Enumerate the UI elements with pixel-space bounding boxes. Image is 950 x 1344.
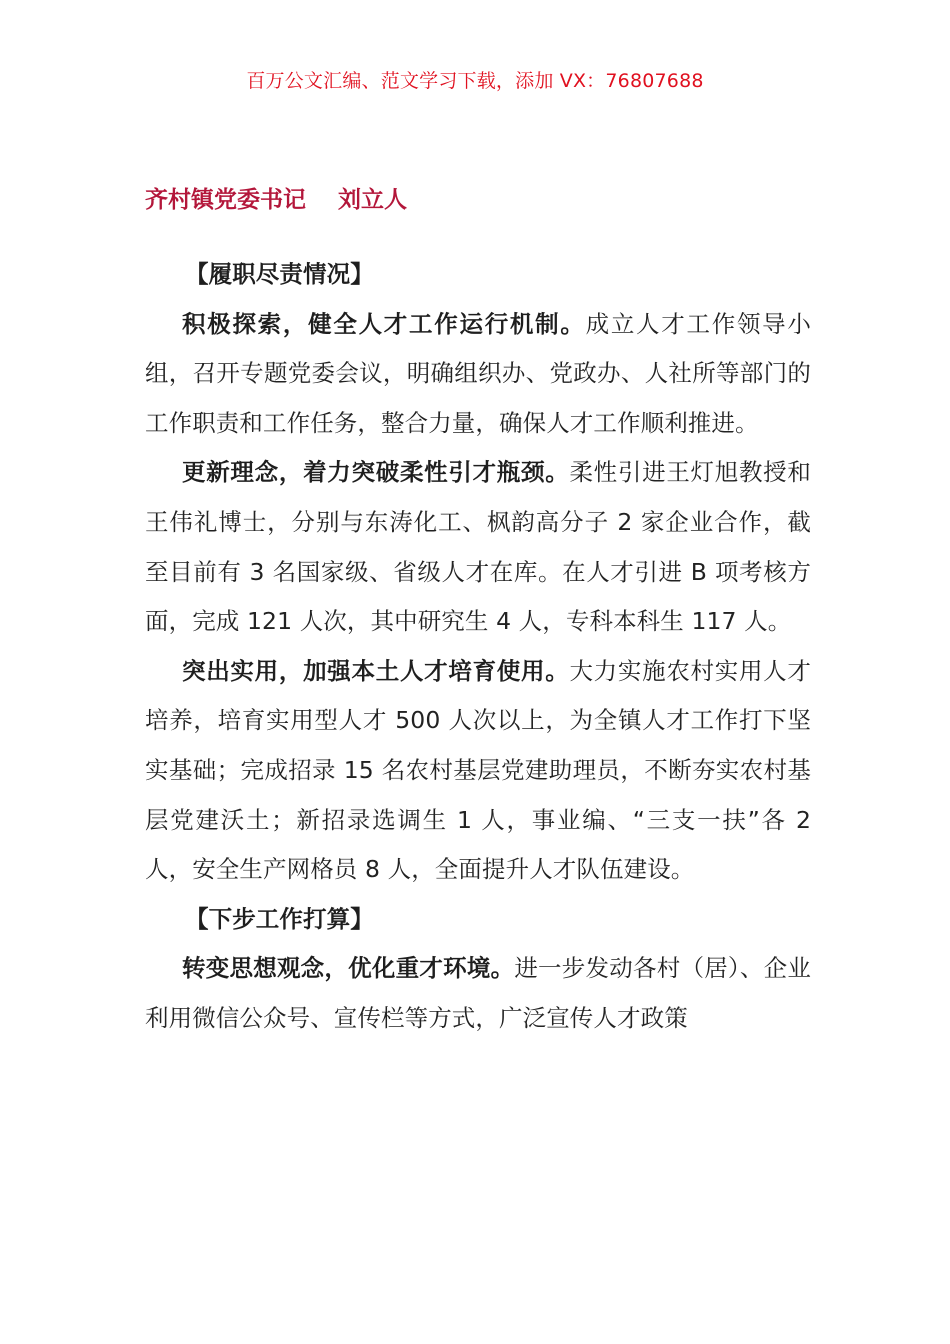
paragraph [145,944,811,1043]
paragraph-lead: 转变思想观念，优化重才环境。 [182,954,515,983]
section-heading: 【下步工作打算】 [185,904,374,933]
section-performance [145,250,811,895]
paragraph-text: 进一步发动各村（居）、企业利用微信公众号、宣传栏等方式，广泛宣传人才政策 [145,954,811,1032]
paragraph-lead: 积极探索，健全人才工作运行机制。 [182,309,586,338]
source-banner: 百万公文汇编、范文学习下载，添加 VX：76807688 [246,70,704,92]
paragraph [145,448,811,646]
section-heading: 【履职尽责情况】 [185,260,374,288]
paragraph [145,300,811,449]
paragraph-lead: 突出实用，加强本土人才培育使用。 [182,656,570,685]
paragraph-text: 柔性引进王灯旭教授和王伟礼博士，分别与东涛化工、枫韵高分子 2 家企业合作，截至目前有 3 名国家级、省级人才在库。在人才引进 B 项考核方面，完成 121 人次，其中研究生 4 人，专科本科生 117 人。 [145,458,811,636]
document-title: 齐村镇党委书记 刘立人 [145,187,408,213]
section-next-steps [145,895,811,1044]
paragraph-text: 大力实施农村实用人才培养，培育实用型人才 500 人次以上，为全镇人才工作打下坚实基础；完成招录 15 名农村基层党建助理员，不断夯实农村基层党建沃土；新招录选调生 1 人，事业编、“三支一扶”各 2 人，安全生产网格员 8 人，全面提升人才队伍建设。 [145,656,811,884]
paragraph-lead: 更新理念，着力突破柔性引才瓶颈。 [182,458,570,487]
paragraph-text: 成立人才工作领导小组，召开专题党委会议，明确组织办、党政办、人社所等部门的工作职责和工作任务，整合力量，确保人才工作顺利推进。 [145,309,811,437]
document-body [145,250,811,1044]
paragraph [145,647,811,895]
